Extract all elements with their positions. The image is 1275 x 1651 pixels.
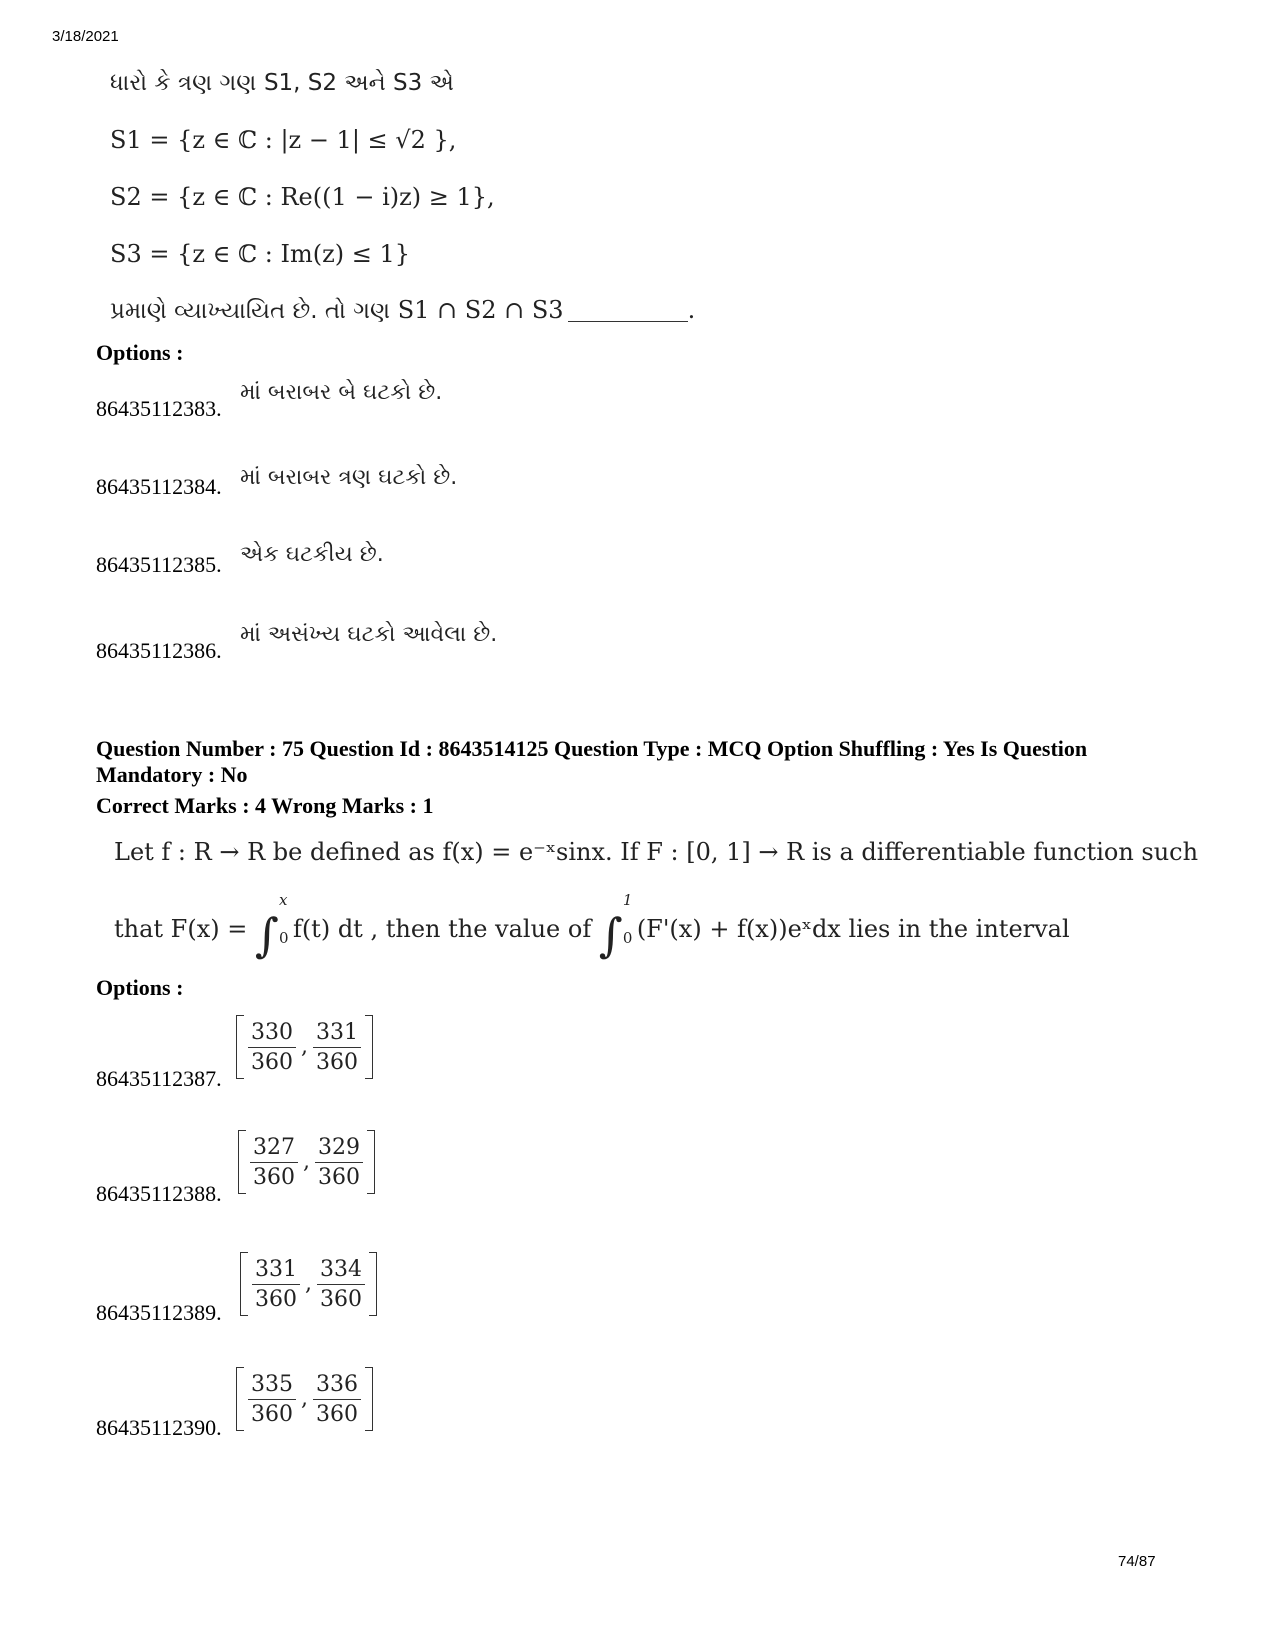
q74-option-3-id: 86435112385.: [96, 552, 222, 577]
numerator: 335: [248, 1372, 296, 1400]
q74-option-1-text: માં બરાબર બે ઘટકો છે.: [240, 380, 443, 405]
q75-marks: Correct Marks : 4 Wrong Marks : 1: [96, 793, 434, 818]
q75-options-label: Options :: [96, 975, 184, 1000]
q74-options-label: Options :: [96, 340, 184, 365]
fraction: [313, 1257, 369, 1312]
upper-limit: 1: [622, 891, 633, 909]
q75-option-1-id: 86435112387.: [96, 1066, 222, 1091]
lower-limit: 0: [278, 929, 289, 947]
q74-closing-sets: S1 ∩ S2 ∩ S3: [397, 296, 564, 324]
q75-option-3-id: 86435112389.: [96, 1300, 222, 1325]
fraction: [309, 1020, 365, 1075]
denominator: 360: [316, 1049, 358, 1075]
right-bracket: [365, 1367, 373, 1431]
q75-line1: Let f : R → R be defined as f(x) = e⁻ˣsinx. If F : [0, 1] → R is a differentiable function such: [114, 838, 1199, 866]
fraction: [309, 1372, 365, 1427]
integral-limits: [622, 891, 637, 947]
denominator: 360: [316, 1401, 358, 1427]
fraction: [244, 1020, 300, 1075]
q75-line2-part3: (F'(x) + f(x))eˣdx lies in the interval: [636, 915, 1070, 943]
left-bracket: [240, 1252, 248, 1316]
q74-option-3-text: એક ઘટકીય છે.: [240, 542, 384, 567]
numerator: 329: [315, 1135, 363, 1163]
numerator: 334: [317, 1257, 365, 1285]
q75-line2-part1: that F(x) =: [114, 915, 255, 943]
right-bracket: [367, 1130, 375, 1194]
q74-set-s2: S2 = {z ∈ ℂ : Re((1 − i)z) ≥ 1},: [110, 183, 495, 211]
q74-intro-sets: S1, S2 અને S3 એ: [263, 70, 454, 96]
q75-header-line1: Question Number : 75 Question Id : 8643514125 Question Type : MCQ Option Shuffling : Yes Is Question: [96, 736, 1088, 761]
denominator: 360: [320, 1286, 362, 1312]
upper-limit: x: [278, 891, 288, 909]
integral-sign: ∫: [254, 908, 279, 962]
denominator: 360: [251, 1049, 293, 1075]
denominator: 360: [318, 1164, 360, 1190]
fraction: [248, 1257, 304, 1312]
left-bracket: [236, 1015, 244, 1079]
fraction: [246, 1135, 302, 1190]
denominator: 360: [255, 1286, 297, 1312]
q74-option-4-text: માં અસંખ્ય ઘટકો આવેલા છે.: [240, 622, 498, 647]
fraction: [311, 1135, 367, 1190]
right-bracket: [369, 1252, 377, 1316]
numerator: 331: [313, 1020, 361, 1048]
denominator: 360: [251, 1401, 293, 1427]
numerator: 330: [248, 1020, 296, 1048]
page-number: 74/87: [1118, 1553, 1156, 1570]
q74-option-1-id: 86435112383.: [96, 396, 222, 421]
q75-option-4-id: 86435112390.: [96, 1415, 222, 1440]
q75-header-line2: Mandatory : No: [96, 762, 248, 787]
q74-option-2-text: માં બરાબર ત્રણ ઘટકો છે.: [240, 465, 458, 490]
q75-option-2-interval: $\frac{327}{360}$ , $\frac{329}{360}$: [238, 1130, 375, 1194]
q75-line2-part2: f(t) dt , then the value of: [292, 915, 599, 943]
q75-option-4-interval: $\frac{335}{360}$ , $\frac{336}{360}$: [236, 1367, 373, 1431]
left-bracket: [238, 1130, 246, 1194]
denominator: 360: [253, 1164, 295, 1190]
q74-option-2-id: 86435112384.: [96, 474, 222, 499]
left-bracket: [236, 1367, 244, 1431]
q75-option-1-interval: $\frac{330}{360}$ , $\frac{331}{360}$: [236, 1015, 373, 1079]
q75-line2: [114, 891, 1070, 962]
q74-closing: પ્રમાણે વ્યાખ્યાયિત છે. તો ગણ S1 ∩ S2 ∩ S3 .: [110, 296, 696, 324]
q75-option-3-interval: $\frac{331}{360}$ , $\frac{334}{360}$: [240, 1252, 377, 1316]
q74-option-4-id: 86435112386.: [96, 638, 222, 663]
fraction: [244, 1372, 300, 1427]
integral-limits: [278, 891, 293, 947]
answer-blank: [568, 303, 688, 322]
q74-intro-gujarati: ધારો કે ત્રણ ગણ: [110, 70, 257, 96]
right-bracket: [365, 1015, 373, 1079]
integral-sign: ∫: [598, 908, 623, 962]
q74-set-s3: S3 = {z ∈ ℂ : Im(z) ≤ 1}: [110, 240, 410, 268]
numerator: 327: [250, 1135, 298, 1163]
lower-limit: 0: [622, 929, 633, 947]
q75-option-2-id: 86435112388.: [96, 1181, 222, 1206]
q74-set-s1: S1 = {z ∈ ℂ : |z − 1| ≤ √2 },: [110, 126, 457, 154]
numerator: 336: [313, 1372, 361, 1400]
q75-header: [96, 736, 1176, 788]
q74-intro: [110, 68, 454, 96]
print-date: 3/18/2021: [52, 28, 119, 45]
q74-closing-gujarati: પ્રમાણે વ્યાખ્યાયિત છે. તો ગણ: [110, 298, 391, 324]
numerator: 331: [252, 1257, 300, 1285]
